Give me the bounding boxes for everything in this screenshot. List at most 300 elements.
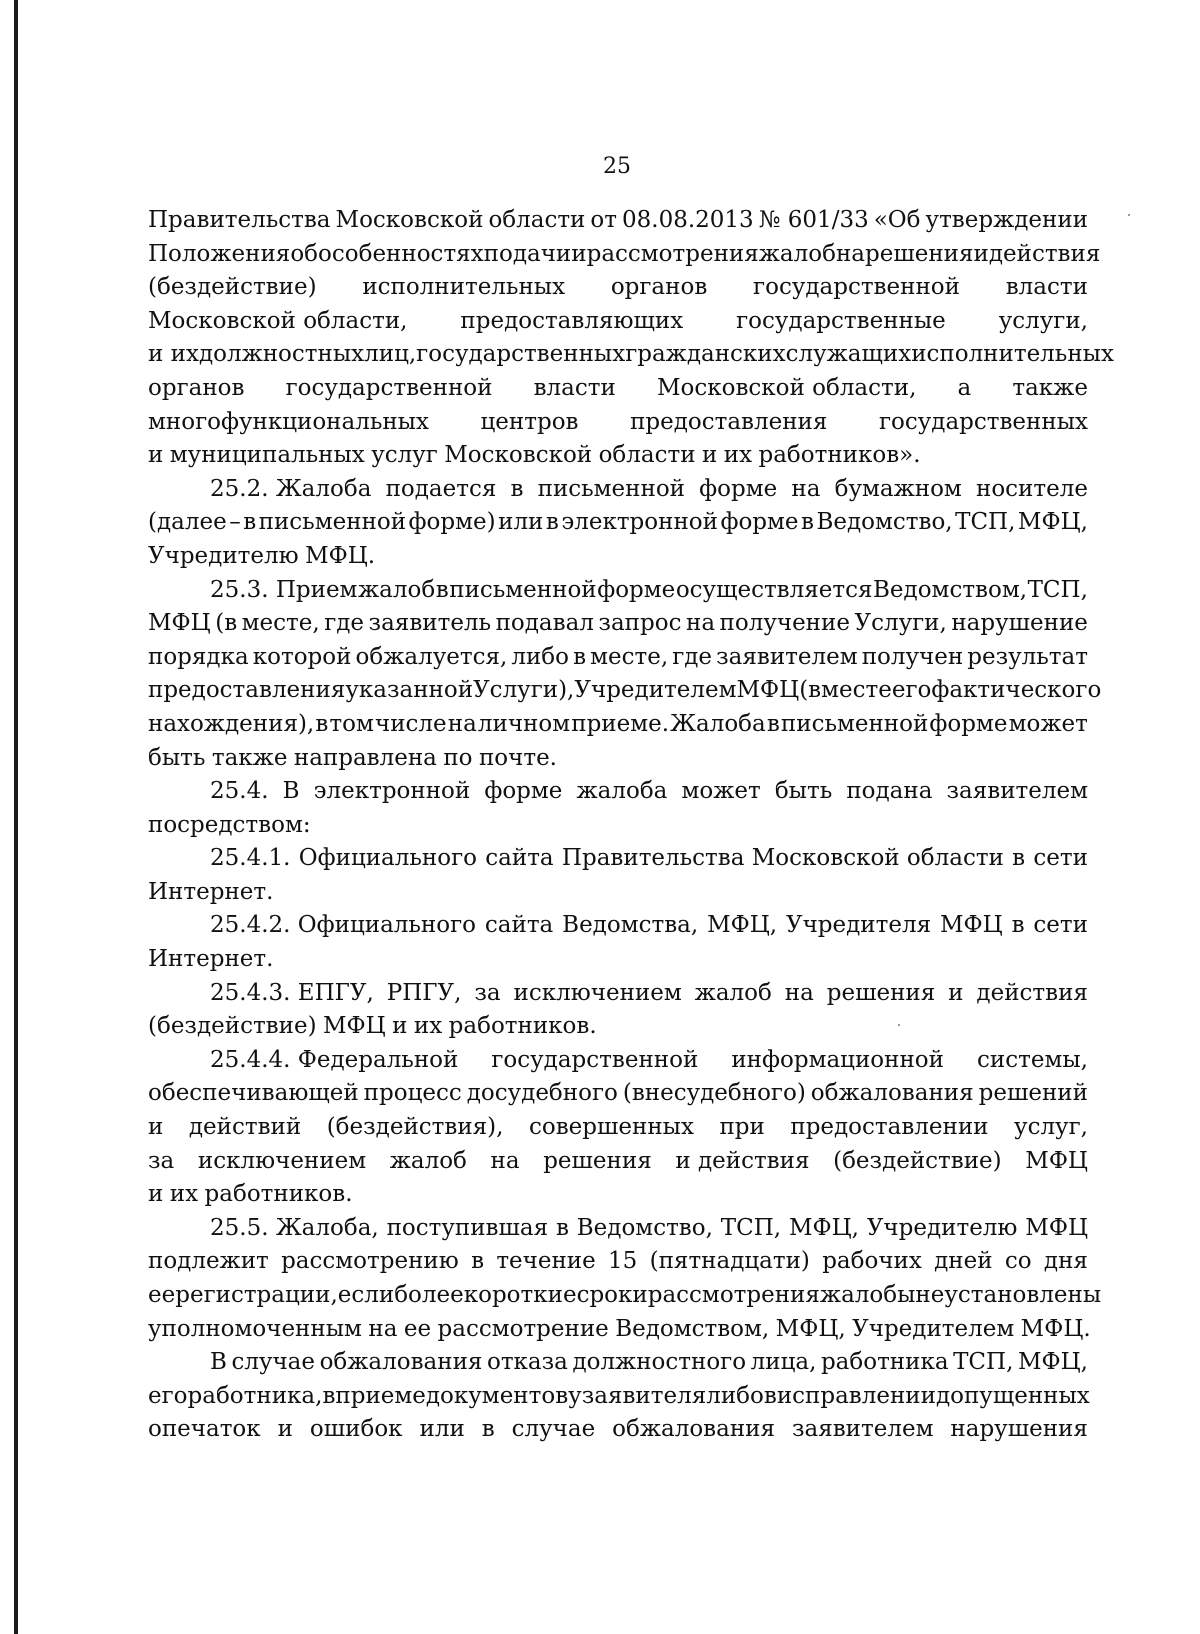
word: Услуги), [473,677,575,704]
text-line [148,1212,1088,1246]
word: или [419,1416,465,1443]
word: работника [820,1349,949,1376]
word: личном [477,710,571,737]
word: об [290,240,319,267]
word: регистрации, [175,1282,338,1308]
word: ТСП, [953,1349,1014,1376]
text-line [148,506,1088,540]
word: их [169,1181,199,1208]
word: приеме [335,1382,426,1409]
text-line [148,439,1088,473]
word: в [573,643,587,670]
word: решения [865,240,974,267]
word: Московской области, [656,374,917,401]
word: их [413,1013,443,1040]
word: предоставления [630,408,828,435]
word: работника, [187,1382,323,1409]
word: не [915,1282,945,1308]
word: Правительства [148,207,331,233]
text-line [148,1413,1088,1447]
word: 25.4.1. [210,845,291,872]
word: работников. [448,1013,597,1040]
word: досудебного [466,1080,618,1107]
word: действий [188,1114,302,1141]
text-line [148,708,1088,742]
word: где [324,610,365,637]
text-line [148,641,1088,675]
word: системы, [977,1046,1088,1073]
word: на [368,1315,398,1342]
word: МФЦ. [1020,1315,1091,1342]
word: сети [1033,912,1088,939]
word: центров [480,408,579,435]
word: В [210,1349,227,1376]
text-line [148,742,1088,776]
word: (в [215,610,238,637]
word: 25.4. [210,778,269,805]
word: письменной [258,509,407,536]
word: действия [988,240,1101,267]
word: отказа [486,1349,568,1376]
text-line [148,1010,1088,1044]
word: Учредителя [785,912,932,939]
word: и их [148,341,199,368]
word: области [598,442,696,469]
word: лица, [750,1349,817,1376]
word: и [701,442,718,469]
word: Ведомство, [576,1214,713,1241]
word: (бездействия), [326,1114,504,1141]
word: совершенных [528,1114,694,1141]
text-line [148,1245,1088,1279]
word: государственные [736,307,946,334]
word: рабочих [822,1248,922,1275]
word: рассмотрение [437,1315,609,1342]
word: месте [821,677,892,704]
word: в [481,1416,495,1443]
word: МФЦ, [775,1315,846,1342]
text-line [148,238,1101,272]
word: форме) [408,509,496,536]
word: предоставляющих [460,307,684,334]
word: ее [403,1315,432,1342]
word: подачи [483,240,572,267]
word: почте. [478,744,557,771]
word: месте, [241,610,320,637]
word: фактического [931,677,1102,704]
word: и [148,1181,164,1208]
word: «Об [873,207,921,233]
word: сети [1033,845,1088,872]
word: утверждении [925,207,1088,233]
word: направлена [293,744,437,771]
word: № 601/33 [758,207,869,233]
word: случае [231,1349,316,1376]
word: у [568,1382,582,1409]
word: Интернет. [148,946,274,973]
word: и [148,442,164,469]
text-line [148,1380,1088,1414]
word: месте, [590,643,669,670]
word: жалоб [358,576,436,603]
text-line [148,1077,1088,1111]
word: МФЦ [148,610,211,637]
word: обеспечивающей [148,1080,359,1107]
text-line [148,809,1088,843]
word: Московской области, [148,307,408,334]
word: сайта [485,845,554,872]
word: может [1008,710,1088,737]
word: в [763,1382,777,1409]
word: Положения [148,240,291,267]
word: Учредителю [148,542,299,569]
word: обжалуется, [355,643,508,670]
word: (пятнадцати) [649,1248,810,1275]
word: исключением [513,979,682,1006]
word: ТСП, [1027,576,1088,603]
word: информационной [731,1046,944,1073]
word: в [243,509,257,536]
word: установлены [944,1282,1102,1308]
word: на [835,240,865,267]
word: опечаток [148,1416,261,1443]
word: более [394,1282,464,1308]
word: сроки [576,1282,648,1308]
word: Ведомством, [615,1315,770,1342]
word: запрос [598,610,682,637]
word: в [801,509,814,536]
word: МФЦ [1025,1214,1088,1241]
text-line [148,1178,1088,1212]
word: на [447,710,477,737]
word: за [148,1147,175,1174]
word: Учредителю [866,1214,1018,1241]
text-line [148,775,1088,809]
word: услуг [371,442,438,469]
scan-edge-line [14,0,18,1634]
word: форме [699,475,778,502]
word: 25.4.3. ЕПГУ, [210,979,374,1006]
text-line [148,876,1088,910]
word: нахождения), [148,710,315,737]
word: 25.4.4. Федеральной [210,1046,459,1073]
word: 25.4.2. Официального [210,912,477,939]
word: – [229,509,241,536]
text-line [148,1313,1091,1347]
word: Учредителем [852,1315,1015,1342]
text-line [148,674,1102,708]
word: работников». [758,442,921,469]
word: МФЦ [736,677,800,704]
text-line [148,977,1088,1011]
word: органов [610,274,708,301]
text-line [148,540,1088,574]
word: и [948,979,964,1006]
word: числе [375,710,447,737]
word: (в [799,677,822,704]
word: Учредителем [574,677,737,704]
word: области [488,207,586,233]
word: письменной [537,475,686,502]
word: МФЦ [322,1013,386,1040]
word: порядка [148,643,249,670]
word: исполнительных [362,274,566,301]
text-line [148,574,1088,608]
text-line [148,372,1088,406]
word: где [672,643,713,670]
word: 08.08.2013 [622,207,754,233]
word: при [719,1114,765,1141]
word: или [498,509,544,536]
word: его [148,1382,188,1409]
word: поступившая [386,1214,549,1241]
word: может [681,778,761,805]
word: органов [148,374,245,401]
word: ее [148,1282,176,1308]
word: в [510,475,524,502]
word: услуги, [998,307,1088,334]
word: жалоб [389,1147,467,1174]
word: подлежит [148,1248,269,1275]
word: его [891,677,932,704]
word: указанной [345,677,474,704]
text-line [148,204,1088,238]
word: рассмотрению [281,1248,459,1275]
word: и [571,240,587,267]
word: в [545,509,559,536]
word: жалобы [819,1282,916,1308]
word: исполнительных [911,341,1114,368]
word: исключением [197,1147,367,1174]
word: обжалования [612,1416,776,1443]
word: и [277,1416,293,1443]
word: от [590,207,617,233]
word: решения [826,979,936,1006]
word: РПГУ, [386,979,462,1006]
word: Ведомства, [562,912,699,939]
word: предоставления [148,677,346,704]
word: Ведомство, [816,509,953,536]
word: решений [978,1080,1088,1107]
word: и [392,1013,408,1040]
text-line [148,271,1088,305]
word: процесс [363,1080,462,1107]
word: том [329,710,374,737]
text-line [148,305,1088,339]
text-line [148,473,1088,507]
word: (бездействие) [148,1013,317,1040]
word: МФЦ. [305,542,376,569]
word: за [474,979,501,1006]
word: форме [929,710,1008,737]
word: нарушение [951,610,1088,637]
word: (внесудебного) [622,1080,806,1107]
word: 25.3. Прием [210,576,358,603]
word: МФЦ [939,912,1003,939]
word: МФЦ, [1017,1349,1088,1376]
word: носителе [975,475,1088,502]
text-line [148,1044,1088,1078]
word: которой [252,643,352,670]
word: (далее [148,509,227,536]
word: ТСП, [720,1214,782,1241]
word: власти [1005,274,1088,301]
word: на [784,979,814,1006]
word: в [435,576,449,603]
word: многофункциональных [148,408,429,435]
word: (бездействие) [833,1147,1002,1174]
word: ТСП, [955,509,1016,536]
word: либо [511,643,569,670]
word: 25.5. Жалоба, [210,1214,379,1241]
word: письменной [780,710,929,737]
word: заявителем [791,1416,934,1443]
word: электронной [561,509,718,536]
text-line [148,338,1114,372]
word: государственной [753,274,960,301]
word: быть [148,744,206,771]
word: лиц, [364,341,417,368]
text-line [148,1279,1102,1313]
word: 15 [608,1248,638,1275]
word: Московской [335,207,484,233]
word: исправлении [776,1382,936,1409]
word: дня [1043,1248,1088,1275]
word: жалоба [576,778,668,805]
word: подана [846,778,933,805]
word: Интернет. [148,878,274,905]
word: документов [425,1382,569,1409]
word: государственной [285,374,493,401]
word: бумажном [834,475,962,502]
word: и действия [675,1147,810,1174]
word: Услуги, [854,610,947,637]
word: обжалования [810,1080,974,1107]
word: уполномоченным [148,1315,362,1342]
word: а [957,374,972,401]
word: осуществляется [675,576,873,603]
word: Московской [444,442,593,469]
word: должностного [572,1349,747,1376]
word: особенностях [318,240,484,267]
word: гражданских [625,341,786,368]
word: в [471,1248,485,1275]
word: МФЦ, [707,912,778,939]
word: рассмотрения [647,1282,820,1308]
word: рассмотрения [586,240,759,267]
word: заявителя [581,1382,707,1409]
word: также [1012,374,1088,401]
word: МФЦ [1025,1147,1088,1174]
word: МФЦ, [788,1214,859,1241]
word: Жалоба [670,710,766,737]
word: заявитель [368,610,492,637]
word: заявителем [716,643,858,670]
word: результат [967,643,1088,670]
word: государственной [491,1046,699,1073]
word: в [315,710,329,737]
text-line [148,1145,1088,1179]
word: получение [719,610,850,637]
word: работников. [204,1181,353,1208]
word: в [1012,845,1026,872]
word: ошибок [309,1416,403,1443]
word: и [148,1114,164,1141]
body-text [148,204,1114,1447]
word: решения [543,1147,652,1174]
word: муниципальных [169,442,365,469]
word: в [322,1382,336,1409]
word: предоставлении [790,1114,989,1141]
word: сайта [484,912,554,939]
word: услуг, [1014,1114,1088,1141]
word: государственных [878,408,1088,435]
text-line [148,406,1088,440]
word: государственных [416,341,626,368]
word: в [1011,912,1025,939]
word: приеме. [571,710,670,737]
word: быть [774,778,833,805]
word: Ведомством, [873,576,1028,603]
word: посредством: [148,811,311,838]
word: либо [706,1382,764,1409]
text-line [148,1111,1088,1145]
word: В [282,778,300,805]
word: власти [533,374,616,401]
word: течение [496,1248,596,1275]
word: на [791,475,821,502]
text-line [148,909,1088,943]
word: жалоб [694,979,772,1006]
page-number: 25 [603,154,631,179]
word: если [337,1282,395,1308]
text-line [148,943,1088,977]
word: допущенных [935,1382,1090,1409]
word: подавал [495,610,594,637]
text-line [148,607,1088,641]
word: заявителем [946,778,1088,805]
word: на [685,610,716,637]
word: форме [484,778,563,805]
word: обжалования [319,1349,483,1376]
text-line [148,842,1088,876]
word: по [443,744,473,771]
word: (бездействие) [148,274,317,301]
word: 25.2. Жалоба [210,475,372,502]
word: также [211,744,288,771]
word: получен [861,643,964,670]
word: Правительства Московской области [561,845,1004,872]
word: форме [597,576,676,603]
word: на [490,1147,520,1174]
word: в [555,1214,569,1241]
word: Официального [298,845,477,872]
word: в [766,710,780,737]
word: нарушения [950,1416,1088,1443]
word: электронной [313,778,471,805]
word: со [1004,1248,1032,1275]
word: служащих [785,341,912,368]
word: подается [385,475,497,502]
word: жалоб [758,240,836,267]
word: случае [511,1416,596,1443]
word: МФЦ, [1017,509,1088,536]
word: дней [934,1248,993,1275]
word: письменной [449,576,597,603]
scan-speck [1128,214,1130,216]
word: короткие [463,1282,577,1308]
word: их [723,442,753,469]
